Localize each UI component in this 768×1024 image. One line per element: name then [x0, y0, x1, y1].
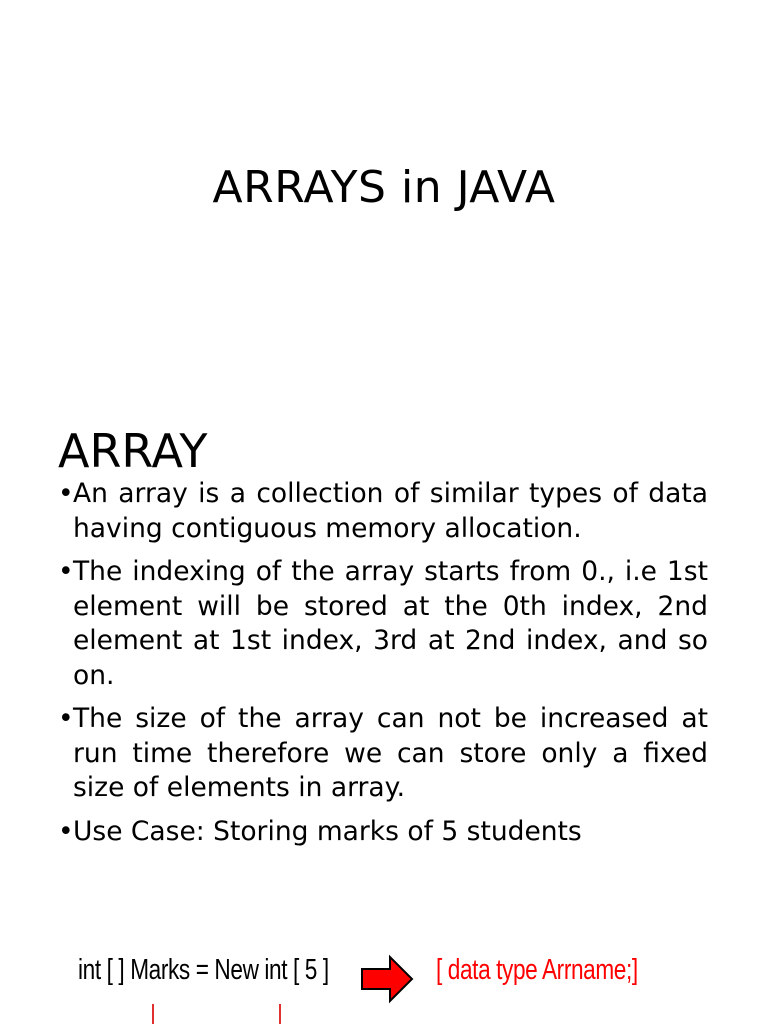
slide-heading: ARRAY	[58, 424, 208, 478]
bullet-text: Use Case: Storing marks of 5 students	[73, 815, 582, 847]
syntax-hint: [ data type Arrname;]	[436, 954, 638, 986]
code-example: int [ ] Marks = New int [ 5 ]	[78, 954, 329, 986]
pointer-line	[152, 1004, 154, 1024]
bullet-text: The size of the array can not be increased at run time therefore we can store only a fixed size of elements in array.	[73, 703, 708, 803]
bullet-icon: •	[58, 478, 74, 509]
content-slide	[0, 384, 768, 1024]
title-slide	[0, 0, 768, 384]
bullet-item	[58, 555, 708, 693]
bullet-text: An array is a collection of similar types of data having contiguous memory allocation.	[73, 478, 708, 544]
right-arrow-icon	[360, 954, 414, 1004]
bullet-item	[58, 815, 708, 850]
slide-title: ARRAYS in JAVA	[212, 162, 556, 213]
bullet-icon: •	[58, 703, 74, 734]
bullet-item	[58, 477, 708, 546]
bullet-text: The indexing of the array starts from 0., i.e 1st element will be stored at the 0th index, 2nd element at 1st index, 3rd at 2nd index, and so on.	[73, 556, 708, 691]
bullet-icon: •	[58, 815, 74, 847]
pointer-line	[279, 1004, 281, 1024]
bullet-list	[58, 477, 708, 858]
bullet-icon: •	[58, 556, 74, 587]
bullet-item	[58, 702, 708, 806]
